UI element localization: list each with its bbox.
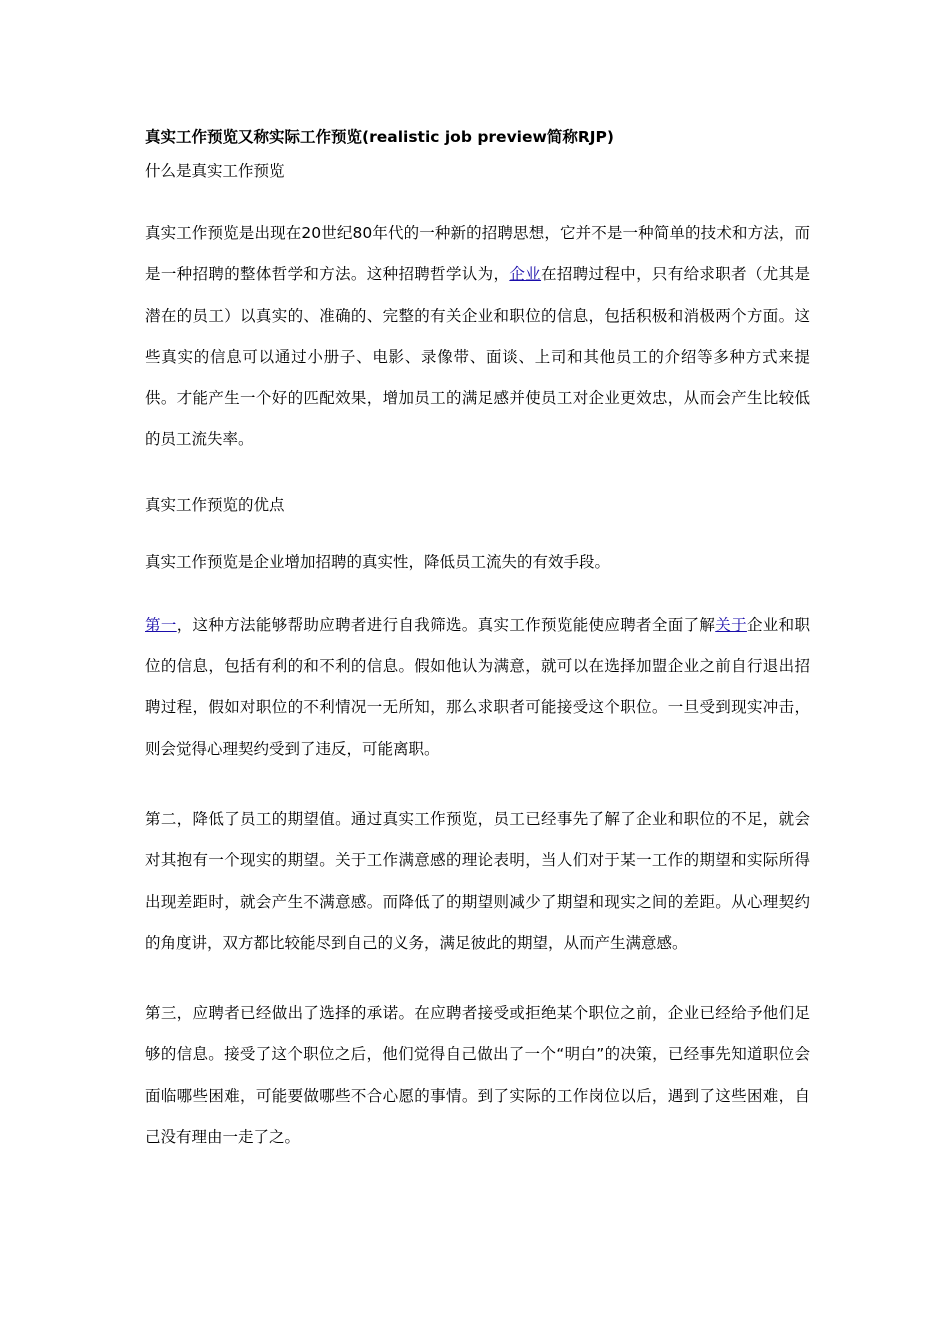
point-one-paragraph xyxy=(145,605,810,770)
intro-paragraph xyxy=(145,213,810,461)
section-heading-advantages: 真实工作预览的优点 xyxy=(145,495,285,514)
point-one-text-mid: ，这种方法能够帮助应聘者进行自我筛选。真实工作预览能使应聘者全面了解 xyxy=(176,615,716,634)
document-title: 真实工作预览又称实际工作预览(realistic job preview简称RJP) xyxy=(145,128,614,146)
enterprise-link[interactable]: 企业 xyxy=(509,265,542,284)
point-one-text-after: 企业和职位的信息，包括有利的和不利的信息。假如他认为满意，就可以在选择加盟企业之前自行退出招聘过程，假如对职位的不利情况一无所知，那么求职者可能接受这个职位。一旦受到现实冲击，则会觉得心理契约受到了违反，可能离职。 xyxy=(145,615,810,758)
about-link[interactable]: 关于 xyxy=(715,615,747,634)
section-heading-what-is: 什么是真实工作预览 xyxy=(145,162,285,180)
first-link[interactable]: 第一 xyxy=(145,615,177,634)
point-two-paragraph: 第二，降低了员工的期望值。通过真实工作预览，员工已经事先了解了企业和职位的不足，就会对其抱有一个现实的期望。关于工作满意感的理论表明，当人们对于某一工作的期望和实际所得出现差距时，就会产生不满意感。而降低了的期望则减少了期望和现实之间的差距。从心理契约的角度讲，双方都比较能尽到自己的义务，满足彼此的期望，从而产生满意感。 xyxy=(145,809,810,952)
intro-text-before: 真实工作预览是出现在20世纪80年代的一种新的招聘思想，它并不是一种简单的技术和方法，而是一种招聘的整体哲学和方法。这种招聘哲学认为， xyxy=(145,224,810,284)
document-body xyxy=(145,124,810,1158)
advantages-summary: 真实工作预览是企业增加招聘的真实性，降低员工流失的有效手段。 xyxy=(145,552,611,571)
point-three-paragraph: 第三，应聘者已经做出了选择的承诺。在应聘者接受或拒绝某个职位之前，企业已经给予他们足够的信息。接受了这个职位之后，他们觉得自己做出了一个“明白”的决策，已经事先知道职位会面临哪些困难，可能要做哪些不合心愿的事情。到了实际的工作岗位以后，遇到了这些困难，自己没有理由一走了之。 xyxy=(145,1004,810,1147)
intro-text-after: 在招聘过程中，只有给求职者（尤其是潜在的员工）以真实的、准确的、完整的有关企业和职位的信息，包括积极和消极两个方面。这些真实的信息可以通过小册子、电影、录像带、面谈、上司和其他员工的介绍等多种方式来提供。才能产生一个好的匹配效果，增加员工的满足感并使员工对企业更效忠，从而会产生比较低的员工流失率。 xyxy=(145,265,810,449)
